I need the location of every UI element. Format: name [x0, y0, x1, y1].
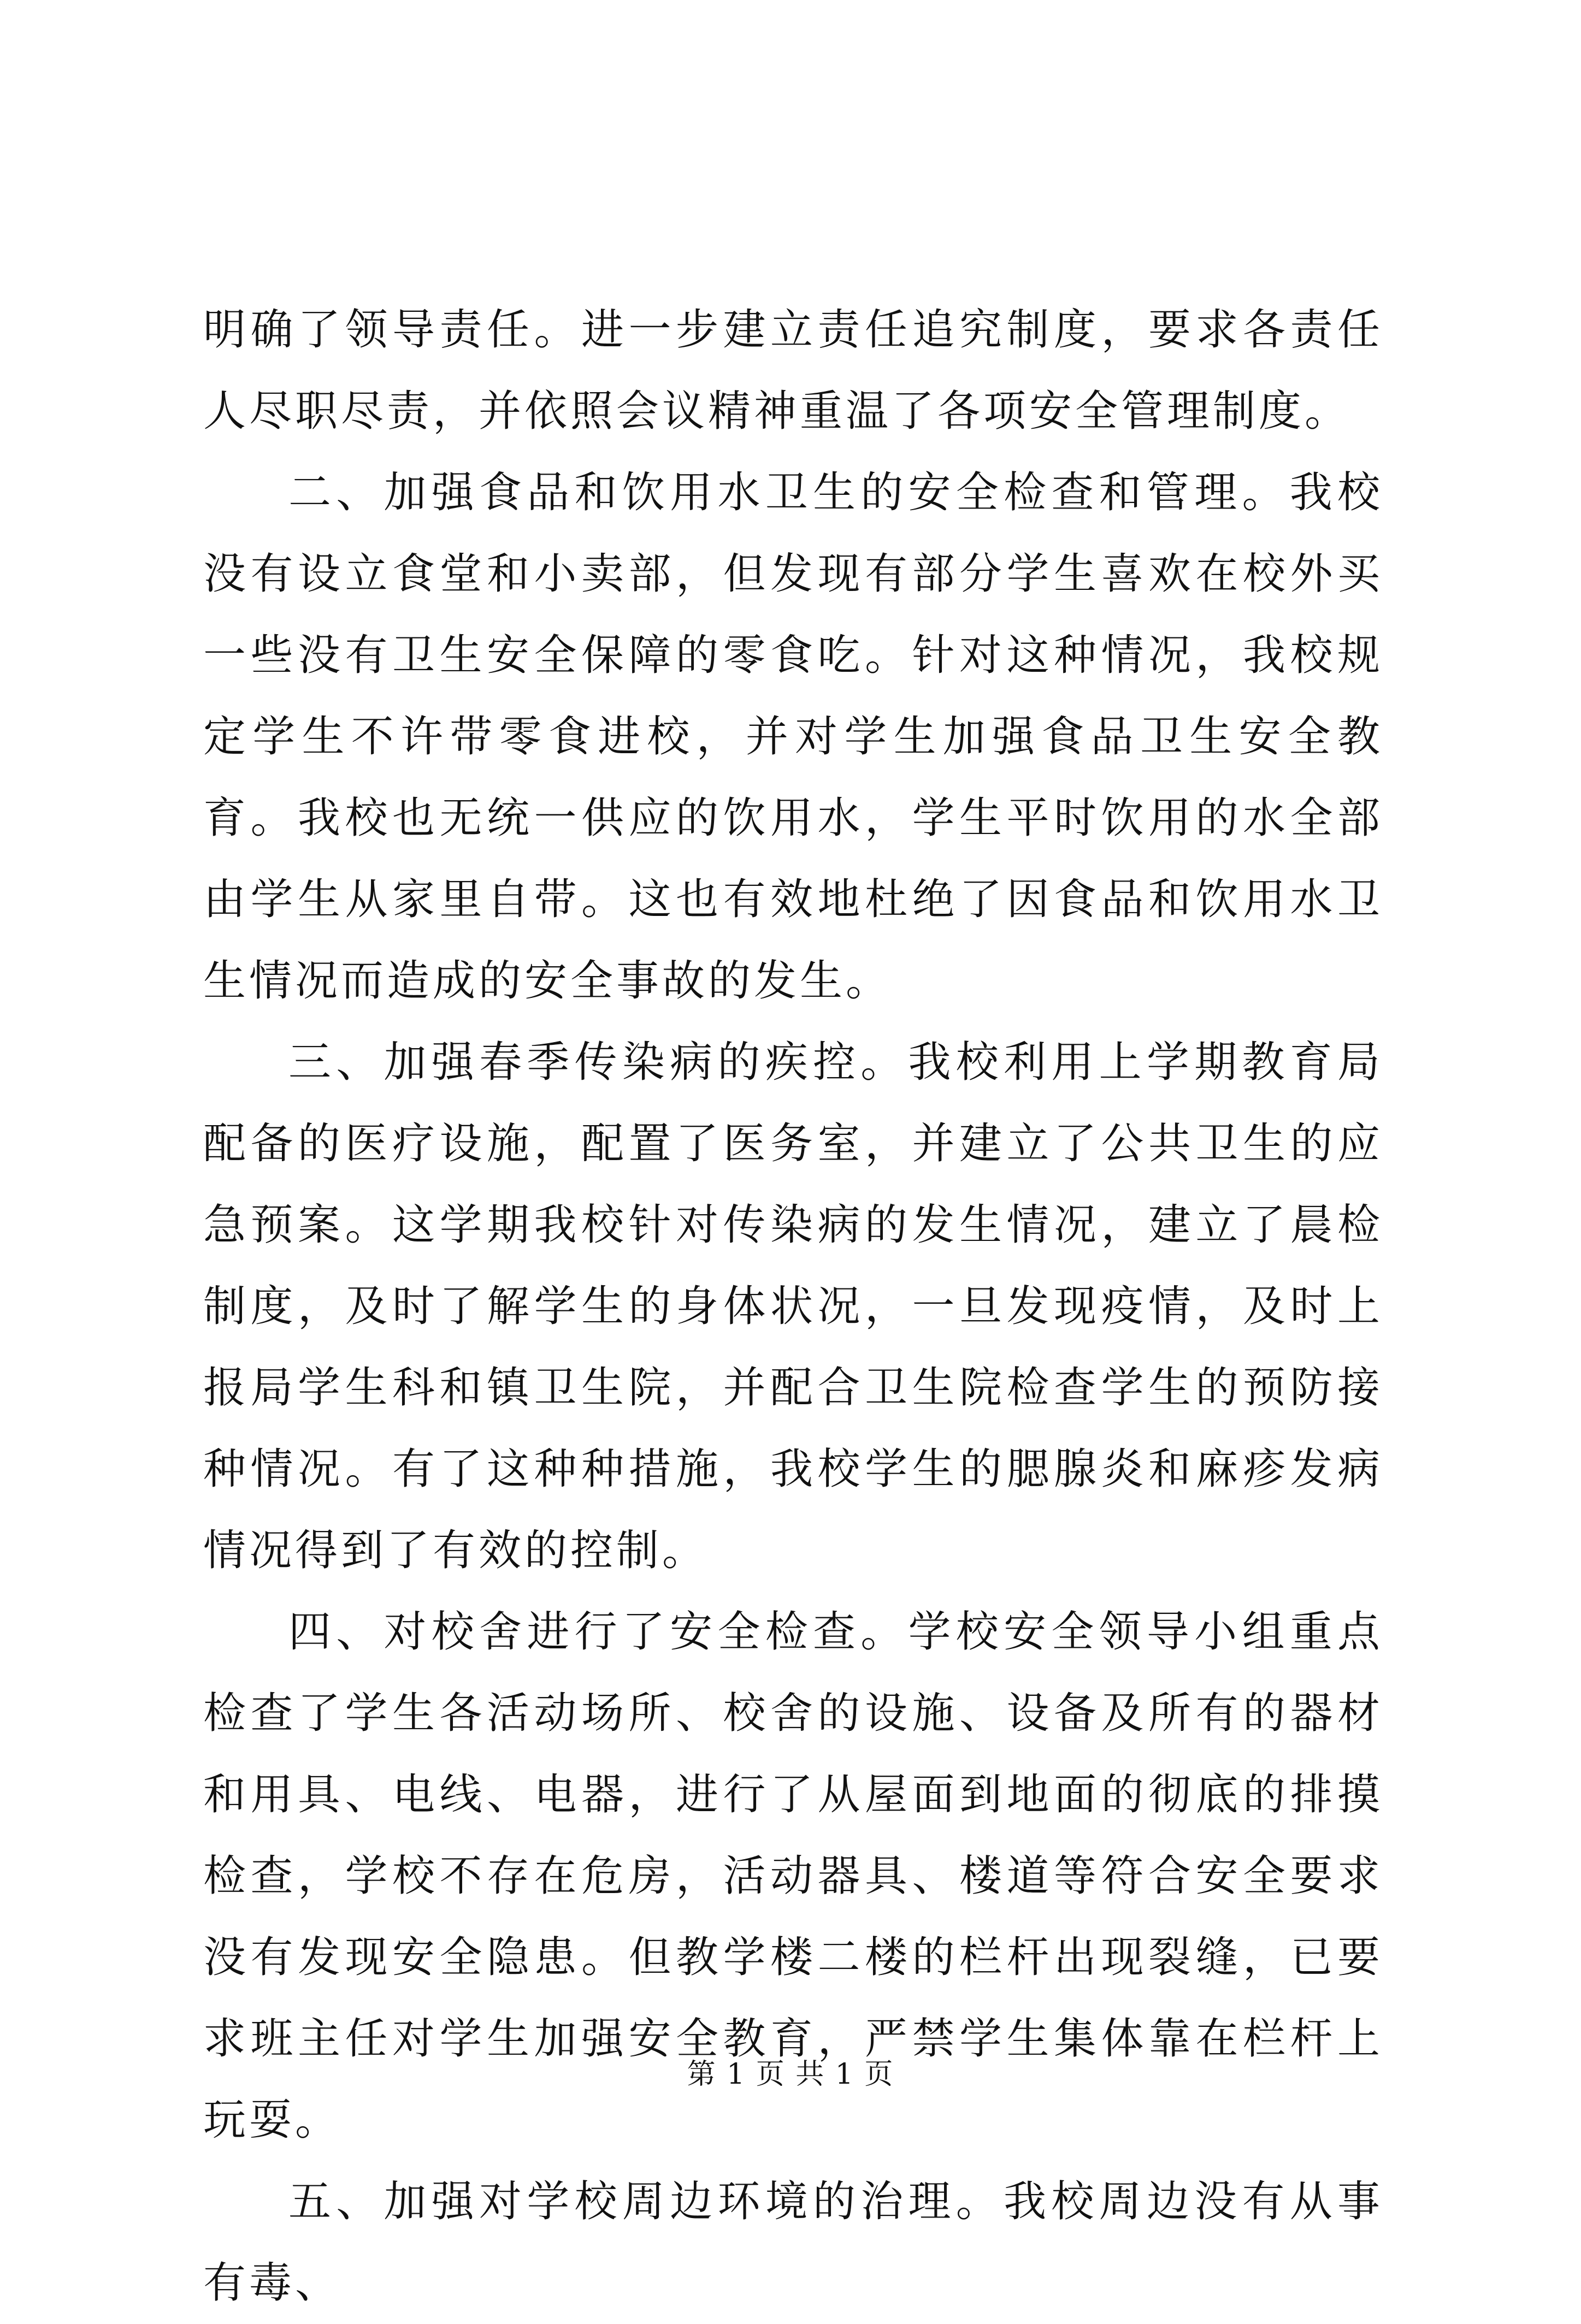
page-number-label: 第 1 页 共 1 页 — [687, 2058, 894, 2091]
paragraph-continuation: 明确了领导责任。进一步建立责任追究制度，要求各责任人尽职尽责，并依照会议精神重温了各项安全管理制度。 — [203, 305, 1383, 436]
page-footer — [0, 2051, 1581, 2092]
paragraph-surroundings: 五、加强对学校周边环境的治理。我校周边没有从事有毒、 — [203, 2177, 1383, 2308]
document-body — [203, 289, 1383, 2324]
paragraph-disease-control: 三、加强春季传染病的疾控。我校利用上学期教育局配备的医疗设施，配置了医务室，并建立了公共卫生的应急预案。这学期我校针对传染病的发生情况，建立了晨检制度，及时了解学生的身体状况，一旦发现疫情，及时上报局学生科和镇卫生院，并配合卫生院检查学生的预防接种情况。有了这种种措施，我校学生的腮腺炎和麻疹发病情况得到了有效的控制。 — [203, 1038, 1383, 1575]
paragraph-food-water-safety: 二、加强食品和饮用水卫生的安全检查和管理。我校没有设立食堂和小卖部，但发现有部分学生喜欢在校外买一些没有卫生安全保障的零食吃。针对这种情况，我校规定学生不许带零食进校，并对学生加强食品卫生安全教育。我校也无统一供应的饮用水，学生平时饮用的水全部由学生从家里自带。这也有效地杜绝了因食品和饮用水卫生情况而造成的安全事故的发生。 — [203, 468, 1383, 1006]
paragraph-building-inspection: 四、对校舍进行了安全检查。学校安全领导小组重点检查了学生各活动场所、校舍的设施、设备及所有的器材和用具、电线、电器，进行了从屋面到地面的彻底的排摸检查，学校不存在危房，活动器具、楼道等符合安全要求没有发现安全隐患。但教学楼二楼的栏杆出现裂缝，已要求班主任对学生加强安全教育，严禁学生集体靠在栏杆上玩耍。 — [203, 1607, 1383, 2145]
